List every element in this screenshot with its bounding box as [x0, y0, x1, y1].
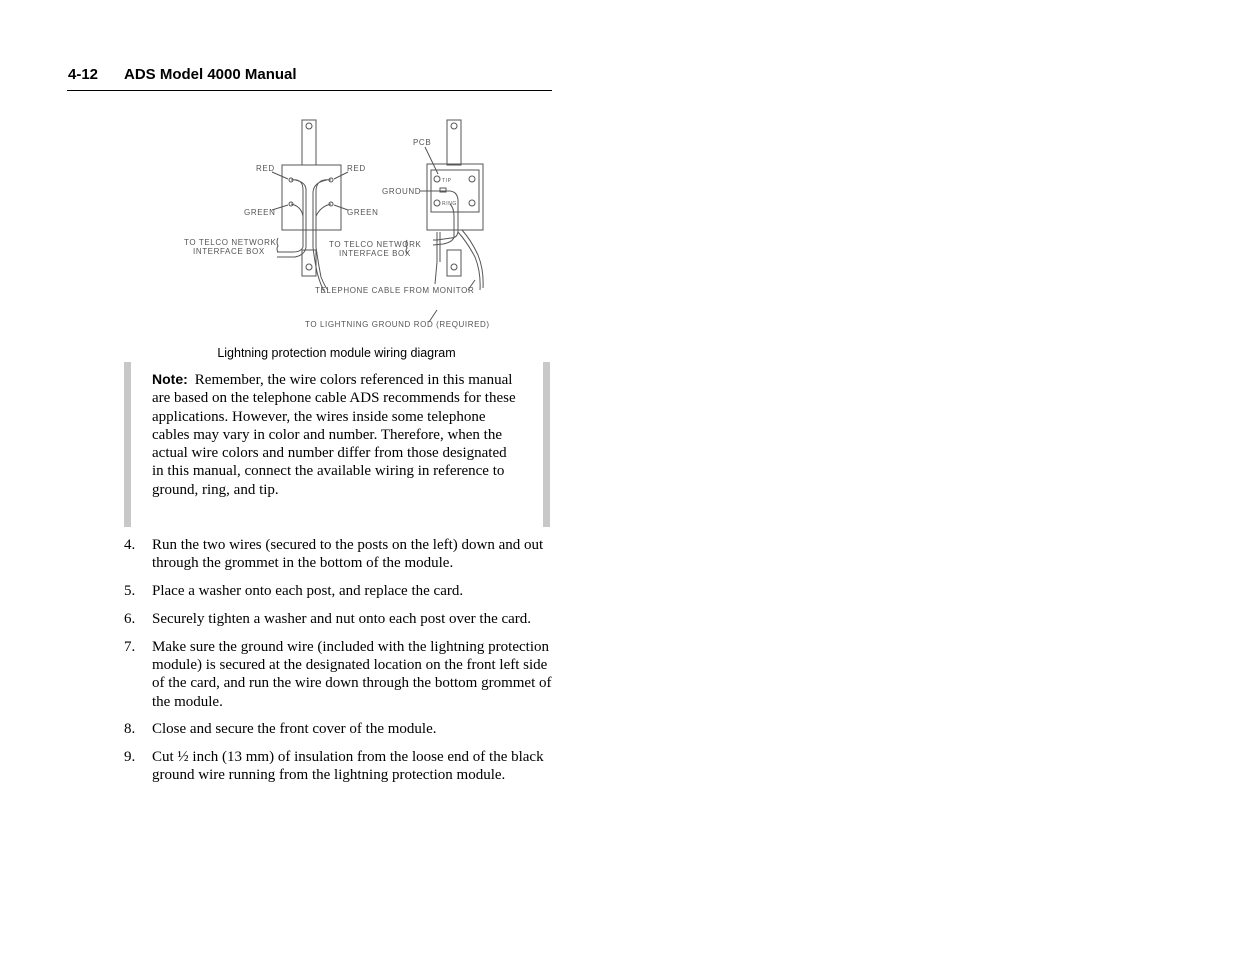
- step-number: 6.: [124, 610, 136, 627]
- right-mount-top-screw: [451, 123, 457, 129]
- label-telephone-cable: TELEPHONE CABLE FROM MONITOR: [315, 286, 475, 295]
- step-text: Place a washer onto each post, and replace the card.: [152, 583, 464, 600]
- post-right-top: [469, 176, 475, 182]
- right-mount-bottom: [447, 250, 461, 276]
- manual-title: ADS Model 4000 Manual: [124, 66, 297, 83]
- step-number: 4.: [124, 537, 136, 553]
- label-tip: TIP: [442, 178, 452, 184]
- right-mount-bottom-screw: [451, 264, 457, 270]
- step-4: [124, 536, 552, 573]
- step-number: 5.: [124, 583, 136, 600]
- step-9: [124, 748, 552, 785]
- step-5: [124, 582, 552, 600]
- step-8: [124, 720, 552, 738]
- post-right-bottom: [469, 200, 475, 206]
- step-7: [124, 638, 552, 711]
- right-module-box: [427, 164, 483, 230]
- note-bar-right: [543, 362, 550, 527]
- label-telco-right-2: INTERFACE BOX: [339, 249, 411, 258]
- label-pcb: PCB: [413, 138, 432, 147]
- label-telco-left-2: INTERFACE BOX: [193, 247, 265, 256]
- post-tip: [434, 176, 440, 182]
- figure-caption: Lightning protection module wiring diagram: [217, 346, 456, 360]
- step-number: 8.: [124, 721, 136, 738]
- step-6: [124, 610, 552, 628]
- step-number: 7.: [124, 638, 136, 655]
- left-mount-top: [302, 120, 316, 165]
- label-red-right: RED: [347, 164, 366, 173]
- note-bar-left: [124, 362, 131, 527]
- step-text: Run the two wires (secured to the posts on the left) down and out through the grommet in the bottom of the module.: [152, 537, 544, 572]
- label-telco-left-1: TO TELCO NETWORK: [184, 238, 277, 247]
- page-number: 4-12: [68, 66, 99, 83]
- step-text: Securely tighten a washer and nut onto each post over the card.: [152, 610, 532, 627]
- page-header: [67, 66, 552, 91]
- note-text: Remember, the wire colors referenced in this manual are based on the telephone cable ADS recommends for these applications. However, the wires inside some telephone cables may vary in color and number. Therefore, when the actual wire colors and number differ from those designated in this manual, connect the available wiring in reference to ground, ring, and tip.: [152, 372, 516, 498]
- step-text: Make sure the ground wire (included with the lightning protection module) is secured at the designated location on the front left side of the card, and run the wire down through the bottom grommet of the module.: [152, 638, 552, 710]
- right-mount-top: [447, 120, 461, 165]
- label-green-right: GREEN: [347, 208, 379, 217]
- label-ground: GROUND: [382, 187, 422, 196]
- step-number: 9.: [124, 749, 136, 766]
- left-mount-top-screw: [306, 123, 312, 129]
- label-green-left: GREEN: [244, 208, 276, 217]
- label-ring: RING: [442, 201, 457, 207]
- step-text: Cut ½ inch (13 mm) of insulation from the loose end of the black ground wire running from the lightning protection module.: [152, 749, 544, 784]
- label-ground-rod: TO LIGHTNING GROUND ROD (REQUIRED): [305, 320, 490, 329]
- step-text: Close and secure the front cover of the module.: [152, 721, 437, 738]
- wiring-diagram: [175, 112, 495, 337]
- wiring-diagram-svg: [175, 112, 495, 337]
- label-red-left: RED: [256, 164, 275, 173]
- post-ring: [434, 200, 440, 206]
- left-mount-bottom-screw: [306, 264, 312, 270]
- note-box: [152, 370, 522, 499]
- note-label: Note:: [152, 371, 188, 387]
- step-list: [124, 536, 552, 794]
- left-module-box: [282, 165, 341, 230]
- label-telco-right-1: TO TELCO NETWORK: [329, 240, 422, 249]
